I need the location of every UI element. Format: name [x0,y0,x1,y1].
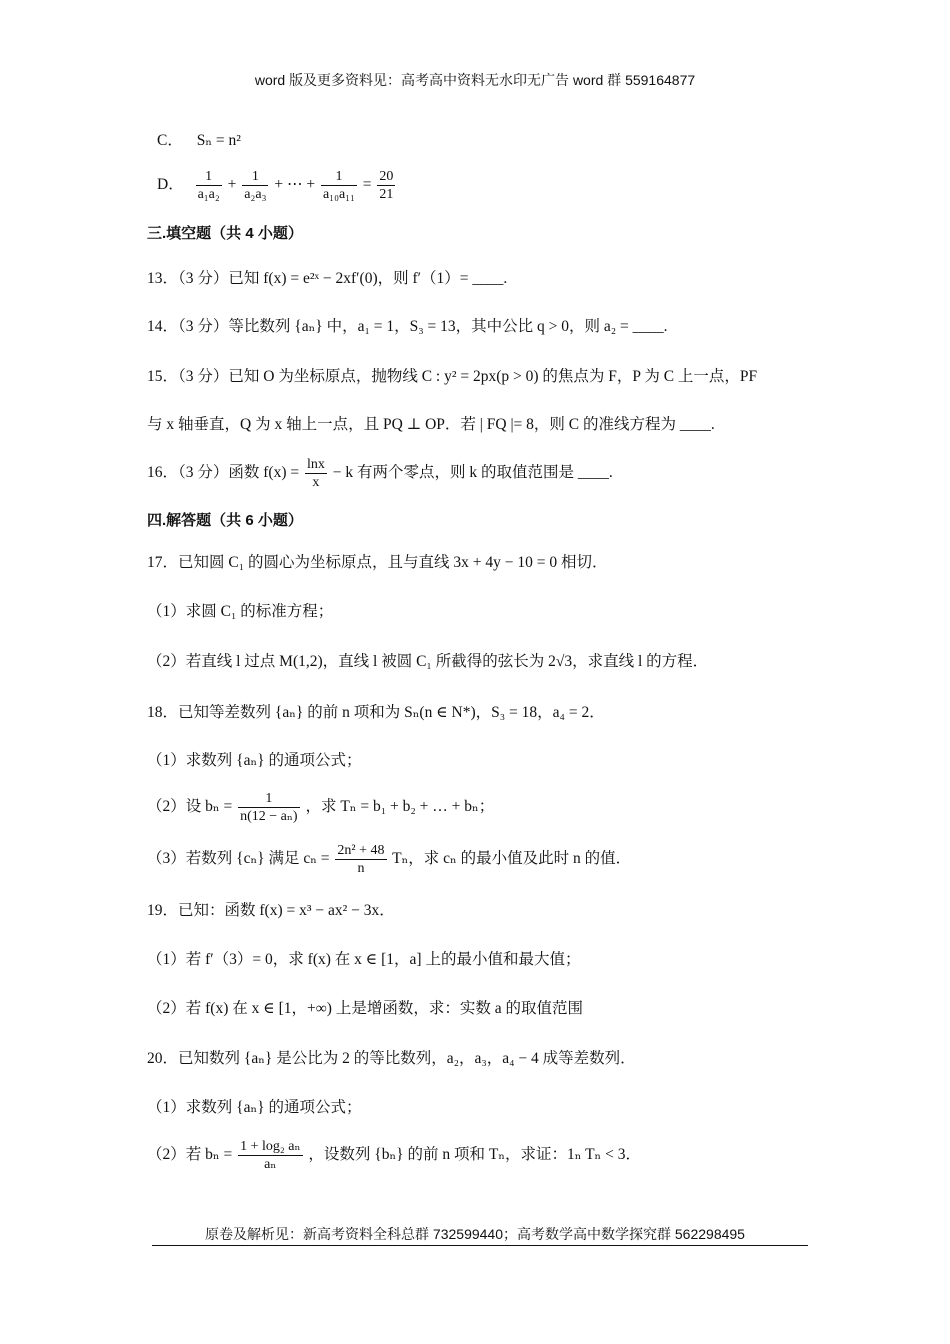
question-20-part-2 [147,1138,641,1173]
footer-divider [152,1245,808,1246]
q18-p2-fraction [238,790,300,825]
option-d-letter: D． [157,176,184,194]
question-17-part-2: （2）若直线 l 过点 M(1,2)，直线 l 被圆 C₁ 所截得的弦长为 2√3，求直线 l 的方程． [147,653,709,670]
option-d-frac-2 [242,168,268,203]
question-18-part-3 [147,842,631,877]
q18-p3-suffix: Tₙ，求 cₙ 的最小值及此时 n 的值． [392,850,632,868]
q16-suffix: − k 有两个零点，则 k 的取值范围是 ____. [332,464,613,482]
q18-p3-fraction [335,842,386,877]
q16-prefix: 16．（3 分）函数 f(x) = [147,464,300,482]
question-18-part-1: （1）求数列 {aₙ} 的通项公式； [147,752,362,769]
frac-denominator: n(12 − aₙ) [240,809,298,824]
question-18-stem: 18．已知等差数列 {aₙ} 的前 n 项和为 Sₙ(n ∈ N*)，S₃ = 18，a₄ = 2． [147,704,605,721]
option-d-rhs [377,168,395,203]
question-20-stem: 20．已知数列 {aₙ} 是公比为 2 的等比数列，a₂，a₃，a₄ − 4 成等差数列． [147,1050,636,1067]
question-15-line-1: 15．（3 分）已知 O 为坐标原点，抛物线 C : y² = 2px(p > 0) 的焦点为 F，P 为 C 上一点，PF [147,368,758,385]
question-15-line-2: 与 x 轴垂直，Q 为 x 轴上一点，且 PQ ⊥ OP．若 | FQ |= 8，则 C 的准线方程为 ____. [147,416,715,433]
frac-numerator: 20 [379,169,394,184]
frac-numerator: 1 [238,790,300,808]
option-d-frac-3 [321,168,357,203]
question-19-part-2: （2）若 f(x) 在 x ∈ [1，+∞) 上是增函数，求：实数 a 的取值范围 [147,1000,583,1017]
question-18-part-2 [147,790,494,825]
frac-numerator: 1 + log₂ aₙ [240,1139,301,1154]
option-c [157,130,241,152]
option-d-middle: + ⋯ + [274,176,316,194]
question-19-part-1: （1）若 f′（3）= 0，求 f(x) 在 x ∈ [1，a] 上的最小值和最大值； [147,951,581,968]
q20-p2-prefix: （2）若 bₙ = [147,1146,233,1164]
q18-p3-prefix: （3）若数列 {cₙ} 满足 cₙ = [147,850,330,868]
q18-p2-prefix: （2）设 bₙ = [147,798,233,816]
plus-sign: + [227,176,237,194]
question-16 [147,456,613,491]
equals-sign: = [362,176,372,194]
frac-denominator: aₙ [264,1157,277,1172]
question-20-part-1: （1）求数列 {aₙ} 的通项公式； [147,1099,362,1116]
section-3-title: 三.填空题（共 4 小题） [147,225,303,242]
question-17-part-1: （1）求圆 C₁ 的标准方程； [147,603,334,620]
section-4-title: 四.解答题（共 6 小题） [147,512,303,529]
option-d [157,168,397,203]
option-d-frac-1 [196,168,222,203]
frac-numerator: 1 [196,168,222,186]
q20-p2-fraction [238,1138,302,1173]
page-header: word 版及更多资料见：高考高中资料无水印无广告 word 群 559164877 [254,72,696,88]
page-footer: 原卷及解析见：新高考资料全科总群 732599440；高考数学高中数学探究群 562298495 [205,1226,745,1242]
question-14: 14．（3 分）等比数列 {aₙ} 中，a₁ = 1，S₃ = 13，其中公比 q > 0，则 a₂ = ____. [147,318,668,335]
frac-numerator: 2n² + 48 [337,843,385,858]
frac-denominator: n [357,861,365,876]
q16-fraction [305,456,327,491]
frac-numerator: 1 [242,168,268,186]
option-c-letter: C． [157,132,183,149]
frac-numerator: lnx [306,457,325,472]
question-17-stem: 17．已知圆 C₁ 的圆心为坐标原点，且与直线 3x + 4y − 10 = 0 相切． [147,554,608,571]
frac-denominator: x [312,475,320,490]
option-c-expr: Sₙ = n² [196,132,241,149]
frac-numerator: 1 [321,168,357,186]
frac-denominator: a₂a₃ [244,187,267,202]
frac-denominator: 21 [379,187,394,202]
question-13: 13．（3 分）已知 f(x) = e²ˣ − 2xf′(0)，则 f′（1）= ____. [147,270,508,287]
frac-denominator: a₁₀a₁₁ [322,187,355,202]
frac-denominator: a₁a₂ [197,187,220,202]
question-19-stem: 19．已知：函数 f(x) = x³ − ax² − 3x． [147,902,395,919]
q20-p2-suffix: ，设数列 {bₙ} 的前 n 项和 Tₙ，求证：1ₙ Tₙ < 3． [308,1146,641,1164]
q18-p2-suffix: ，求 Tₙ = b₁ + b₂ + … + bₙ； [305,798,495,816]
